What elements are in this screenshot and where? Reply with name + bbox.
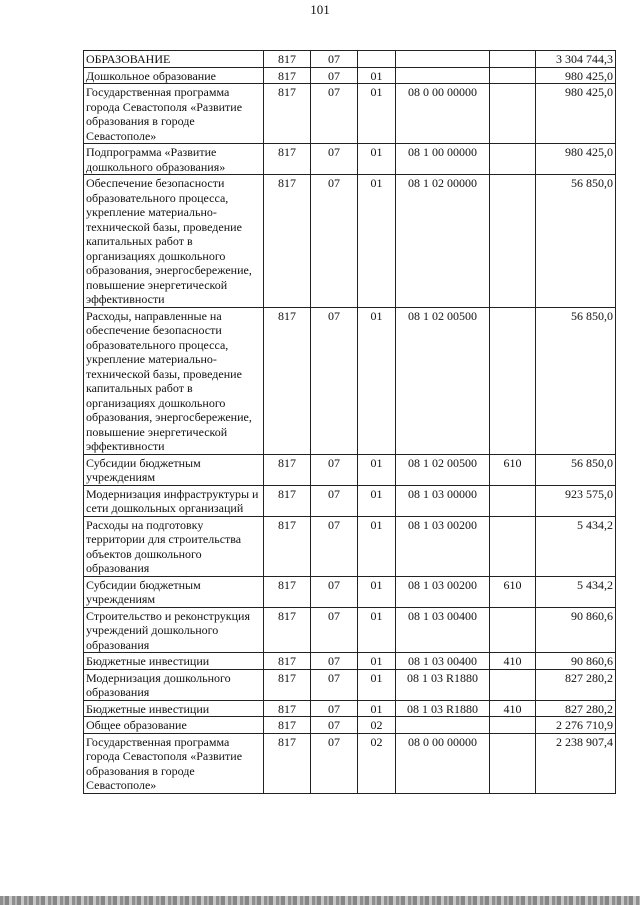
table-row [84,84,616,144]
cell-expense-type [490,717,536,734]
cell-subsection-code: 02 [358,733,396,793]
table-row [84,653,616,670]
cell-amount: 980 425,0 [536,84,616,144]
table-row [84,175,616,308]
table-row [84,307,616,454]
cell-name: ОБРАЗОВАНИЕ [84,51,264,68]
cell-expense-type [490,733,536,793]
cell-section-code: 07 [311,700,358,717]
table-row [84,669,616,700]
cell-amount: 980 425,0 [536,144,616,175]
cell-section-code: 07 [311,717,358,734]
cell-subsection-code: 01 [358,576,396,607]
cell-target-article: 08 1 03 00400 [396,653,490,670]
cell-expense-type [490,669,536,700]
cell-target-article: 08 1 03 00400 [396,607,490,653]
table-row [84,516,616,576]
cell-section-code: 07 [311,733,358,793]
cell-target-article: 08 1 03 R1880 [396,669,490,700]
cell-expense-type [490,516,536,576]
cell-department-code: 817 [264,669,311,700]
table-row [84,144,616,175]
cell-subsection-code: 01 [358,144,396,175]
cell-subsection-code: 01 [358,175,396,308]
cell-name: Обеспечение безопасности образовательного процесса, укрепление материально-технической базы, проведение капитальных работ в организациях дошкольного образования, энергосбережение, повышение энергетической эффективности [84,175,264,308]
cell-target-article: 08 1 03 00200 [396,516,490,576]
cell-amount: 827 280,2 [536,700,616,717]
cell-target-article [396,717,490,734]
cell-subsection-code: 01 [358,516,396,576]
cell-name: Модернизация инфраструктуры и сети дошкольных организаций [84,485,264,516]
cell-name: Подпрограмма «Развитие дошкольного образования» [84,144,264,175]
cell-department-code: 817 [264,144,311,175]
cell-expense-type: 410 [490,653,536,670]
cell-section-code: 07 [311,51,358,68]
page-number: 101 [310,2,330,17]
cell-target-article: 08 1 03 R1880 [396,700,490,717]
cell-section-code: 07 [311,175,358,308]
cell-section-code: 07 [311,653,358,670]
cell-subsection-code [358,51,396,68]
cell-target-article: 08 0 00 00000 [396,733,490,793]
table-row [84,576,616,607]
table-row [84,607,616,653]
cell-subsection-code: 02 [358,717,396,734]
cell-section-code: 07 [311,307,358,454]
cell-name: Строительство и реконструкция учреждений дошкольного образования [84,607,264,653]
cell-expense-type [490,485,536,516]
scan-edge-artifact [0,896,640,905]
table-row [84,733,616,793]
cell-name: Дошкольное образование [84,67,264,84]
cell-amount: 56 850,0 [536,454,616,485]
cell-name: Расходы, направленные на обеспечение безопасности образовательного процесса, укрепление материально-технической базы, проведение капитальных работ в организациях дошкольного образования, энергосбережение, повышение энергетической эффективности [84,307,264,454]
cell-name: Общее образование [84,717,264,734]
cell-subsection-code: 01 [358,653,396,670]
cell-name: Государственная программа города Севастополя «Развитие образования в городе Севастополе» [84,84,264,144]
table-row [84,454,616,485]
cell-expense-type: 410 [490,700,536,717]
cell-subsection-code: 01 [358,67,396,84]
cell-department-code: 817 [264,576,311,607]
cell-expense-type: 610 [490,454,536,485]
cell-section-code: 07 [311,485,358,516]
cell-expense-type [490,607,536,653]
cell-amount: 2 276 710,9 [536,717,616,734]
cell-amount: 3 304 744,3 [536,51,616,68]
cell-section-code: 07 [311,607,358,653]
cell-department-code: 817 [264,51,311,68]
cell-amount: 980 425,0 [536,67,616,84]
cell-department-code: 817 [264,700,311,717]
cell-department-code: 817 [264,733,311,793]
cell-expense-type [490,67,536,84]
cell-target-article: 08 1 02 00500 [396,307,490,454]
cell-amount: 5 434,2 [536,516,616,576]
cell-target-article: 08 1 02 00000 [396,175,490,308]
cell-target-article [396,67,490,84]
cell-amount: 56 850,0 [536,307,616,454]
table-row [84,51,616,68]
cell-subsection-code: 01 [358,669,396,700]
cell-department-code: 817 [264,717,311,734]
cell-section-code: 07 [311,84,358,144]
cell-target-article: 08 1 03 00000 [396,485,490,516]
cell-amount: 5 434,2 [536,576,616,607]
table-row [84,67,616,84]
cell-section-code: 07 [311,144,358,175]
cell-department-code: 817 [264,175,311,308]
cell-name: Бюджетные инвестиции [84,653,264,670]
cell-subsection-code: 01 [358,485,396,516]
cell-name: Государственная программа города Севастополя «Развитие образования в городе Севастополе» [84,733,264,793]
cell-expense-type [490,175,536,308]
cell-name: Расходы на подготовку территории для строительства объектов дошкольного образования [84,516,264,576]
cell-expense-type: 610 [490,576,536,607]
cell-amount: 90 860,6 [536,653,616,670]
cell-section-code: 07 [311,516,358,576]
cell-amount: 56 850,0 [536,175,616,308]
cell-subsection-code: 01 [358,700,396,717]
cell-target-article: 08 1 00 00000 [396,144,490,175]
cell-department-code: 817 [264,607,311,653]
cell-department-code: 817 [264,84,311,144]
cell-name: Модернизация дошкольного образования [84,669,264,700]
cell-amount: 2 238 907,4 [536,733,616,793]
cell-department-code: 817 [264,454,311,485]
cell-department-code: 817 [264,653,311,670]
cell-amount: 90 860,6 [536,607,616,653]
cell-department-code: 817 [264,516,311,576]
cell-section-code: 07 [311,669,358,700]
cell-expense-type [490,84,536,144]
cell-section-code: 07 [311,67,358,84]
cell-section-code: 07 [311,454,358,485]
budget-table [83,50,616,794]
cell-amount: 827 280,2 [536,669,616,700]
cell-expense-type [490,307,536,454]
cell-subsection-code: 01 [358,84,396,144]
cell-target-article: 08 0 00 00000 [396,84,490,144]
cell-name: Субсидии бюджетным учреждениям [84,454,264,485]
table-row [84,717,616,734]
cell-section-code: 07 [311,576,358,607]
cell-target-article: 08 1 02 00500 [396,454,490,485]
cell-subsection-code: 01 [358,607,396,653]
cell-subsection-code: 01 [358,307,396,454]
cell-subsection-code: 01 [358,454,396,485]
table-row [84,700,616,717]
cell-department-code: 817 [264,485,311,516]
cell-target-article [396,51,490,68]
cell-department-code: 817 [264,307,311,454]
cell-department-code: 817 [264,67,311,84]
cell-target-article: 08 1 03 00200 [396,576,490,607]
cell-expense-type [490,144,536,175]
table-row [84,485,616,516]
cell-expense-type [490,51,536,68]
cell-amount: 923 575,0 [536,485,616,516]
cell-name: Бюджетные инвестиции [84,700,264,717]
cell-name: Субсидии бюджетным учреждениям [84,576,264,607]
